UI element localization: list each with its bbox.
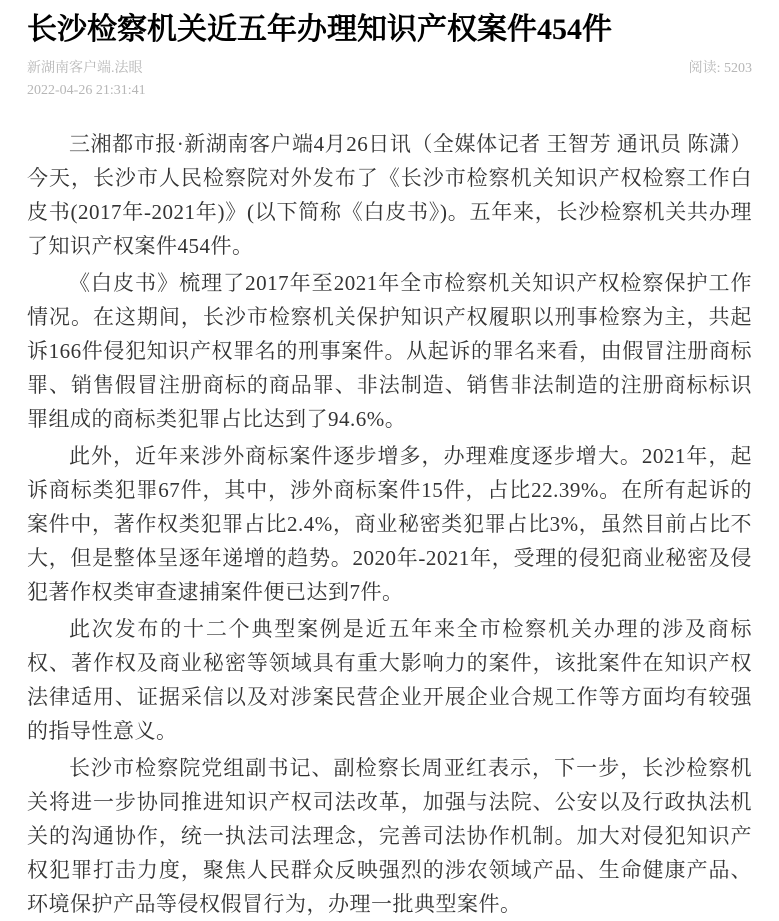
read-count-value: 5203 xyxy=(724,61,752,76)
read-count xyxy=(689,58,752,80)
article-paragraph-5: 长沙市检察院党组副书记、副检察长周亚红表示，下一步，长沙检察机关将进一步协同推进知识产权司法改革，加强与法院、公安以及行政执法机关的沟通协作，统一执法司法理念，完善司法协作机制。加大对侵犯知识产权犯罪打击力度，聚焦人民群众反映强烈的涉农领域产品、生命健康产品、环境保护产品等侵权假冒行为，办理一批典型案件。 xyxy=(27,756,752,916)
article-body xyxy=(27,127,752,921)
article-source: 新湖南客户端.法眼 xyxy=(27,61,143,76)
article-paragraph-3: 此外，近年来涉外商标案件逐步增多，办理难度逐步增大。2021年，起诉商标类犯罪67件，其中，涉外商标案件15件，占比22.39%。在所有起诉的案件中，著作权类犯罪占比2.4%，商业秘密类犯罪占比3%，虽然目前占比不大，但是整体呈逐年递增的趋势。2020年-2021年，受理的侵犯商业秘密及侵犯著作权类审查逮捕案件便已达到7件。 xyxy=(27,444,752,604)
article-title: 长沙检察机关近五年办理知识产权案件454件 xyxy=(27,13,612,46)
read-count-label: 阅读: xyxy=(688,61,721,76)
article-paragraph-4: 此次发布的十二个典型案例是近五年来全市检察机关办理的涉及商标权、著作权及商业秘密等领域具有重大影响力的案件，该批案件在知识产权法律适用、证据采信以及对涉案民营企业开展企业合规工作等方面均有较强的指导性意义。 xyxy=(27,617,752,743)
article-datetime: 2022-04-26 21:31:41 xyxy=(27,83,146,98)
article-paragraph-2: 《白皮书》梳理了2017年至2021年全市检察机关知识产权检察保护工作情况。在这期间，长沙市检察机关保护知识产权履职以刑事检察为主，共起诉166件侵犯知识产权罪名的刑事案件。从起诉的罪名来看，由假冒注册商标罪、销售假冒注册商标的商品罪、非法制造、销售非法制造的注册商标标识罪组成的商标类犯罪占比达到了94.6%。 xyxy=(27,271,752,431)
article-paragraph-1: 三湘都市报·新湖南客户端4月26日讯（全媒体记者 王智芳 通讯员 陈潇）今天，长沙市人民检察院对外发布了《长沙市检察机关知识产权检察工作白皮书(2017年-2021年)》(以下简称《白皮书》)。五年来，长沙检察机关共办理了知识产权案件454件。 xyxy=(27,132,752,258)
article-meta xyxy=(27,58,752,102)
article-meta-left xyxy=(27,58,146,102)
